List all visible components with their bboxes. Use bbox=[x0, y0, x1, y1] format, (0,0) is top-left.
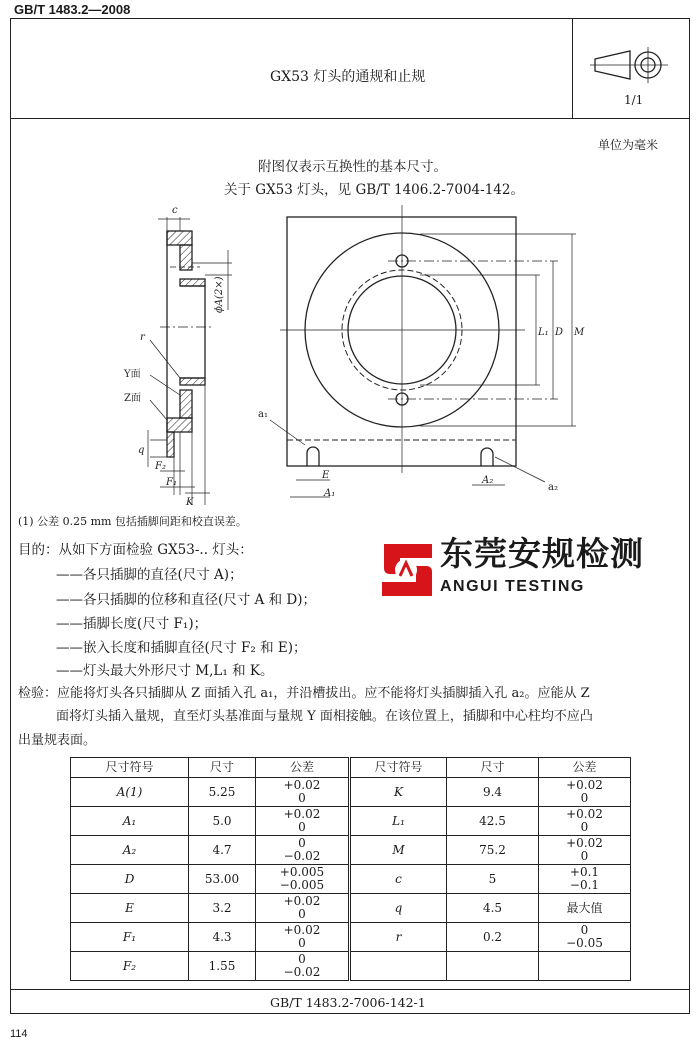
tolerance-cell-text: 0 bbox=[298, 952, 306, 966]
symbol-cell bbox=[350, 778, 447, 807]
size-cell bbox=[189, 865, 256, 894]
tolerance-cell bbox=[539, 807, 631, 836]
table-row bbox=[71, 807, 631, 836]
tolerance-cell bbox=[256, 894, 350, 923]
size-cell-text: 75.2 bbox=[479, 842, 506, 857]
dimension-table bbox=[70, 757, 631, 981]
table-row bbox=[71, 923, 631, 952]
sheet-title: GX53 灯头的通规和止规 bbox=[270, 69, 426, 85]
footnote: (1) 公差 0.25 mm 包括插脚间距和校直误差。 bbox=[18, 515, 247, 528]
projection-symbol-icon bbox=[590, 45, 670, 85]
size-cell-text: 5.25 bbox=[208, 784, 236, 799]
symbol-cell bbox=[350, 836, 447, 865]
symbol-cell-text: E bbox=[125, 900, 134, 915]
label-a1: a₁ bbox=[258, 409, 268, 420]
tolerance-cell bbox=[256, 836, 350, 865]
symbol-cell-text: F₁ bbox=[122, 929, 137, 944]
symbol-cell-text: L₁ bbox=[392, 813, 405, 828]
tolerance-cell-text: −0.05 bbox=[566, 936, 603, 950]
tolerance-cell bbox=[539, 836, 631, 865]
size-cell bbox=[447, 865, 539, 894]
inspection-line: 出量规表面。 bbox=[18, 733, 97, 748]
symbol-cell-text: M bbox=[392, 842, 405, 857]
size-cell-text: 0.2 bbox=[482, 929, 503, 944]
label-F2: F₂ bbox=[155, 461, 166, 472]
symbol-cell-text: K bbox=[394, 784, 403, 799]
size-cell-text: 4.7 bbox=[212, 842, 232, 857]
tolerance-cell-text: 0 bbox=[580, 791, 589, 805]
tolerance-cell-text: +0.1 bbox=[569, 865, 600, 879]
tolerance-cell-text: 0 bbox=[298, 836, 306, 850]
symbol-cell bbox=[71, 923, 189, 952]
table-row bbox=[71, 778, 631, 807]
symbol-cell bbox=[71, 778, 189, 807]
symbol-cell-text: A₂ bbox=[122, 842, 137, 857]
label-q: q bbox=[138, 445, 145, 456]
tolerance-cell-text: 0 bbox=[298, 936, 306, 950]
tolerance-cell-text: −0.02 bbox=[283, 965, 321, 979]
label-r: r bbox=[140, 332, 145, 343]
tolerance-cell-text: +0.02 bbox=[566, 778, 603, 792]
size-cell bbox=[189, 807, 256, 836]
tolerance-cell bbox=[256, 778, 350, 807]
header-cell: 公差 bbox=[256, 758, 350, 778]
tolerance-cell-text: +0.02 bbox=[283, 807, 321, 821]
symbol-cell-text: A₁ bbox=[122, 813, 137, 828]
label-D: D bbox=[555, 327, 564, 338]
size-cell-text: 5 bbox=[488, 871, 497, 886]
size-cell bbox=[189, 923, 256, 952]
table-row bbox=[71, 865, 631, 894]
size-cell bbox=[447, 923, 539, 952]
tolerance-cell-text: −0.1 bbox=[569, 878, 600, 892]
plan-view bbox=[270, 205, 576, 497]
symbol-cell bbox=[350, 923, 447, 952]
symbol-cell bbox=[350, 865, 447, 894]
symbol-cell bbox=[350, 952, 447, 981]
purpose-item: ——嵌入长度和插脚直径(尺寸 F₂ 和 E)； bbox=[56, 640, 307, 656]
tolerance-cell-text: 最大值 bbox=[566, 900, 603, 915]
label-y-face: Y面 bbox=[124, 369, 141, 380]
divider bbox=[572, 18, 573, 118]
intro-line-1: 附图仅表示互换性的基本尺寸。 bbox=[258, 159, 447, 175]
table-header-row bbox=[71, 758, 631, 778]
unit-note: 单位为毫米 bbox=[598, 138, 659, 152]
size-cell-text: 1.55 bbox=[208, 958, 236, 973]
purpose-heading: 目的：从如下方面检验 GX53-.. 灯头： bbox=[18, 542, 253, 558]
size-cell-text: 53.00 bbox=[204, 871, 240, 886]
watermark-name-en: ANGUI TESTING bbox=[440, 578, 585, 595]
label-M: M bbox=[574, 327, 585, 338]
size-cell-text: 4.5 bbox=[482, 900, 503, 915]
tolerance-cell-text: +0.02 bbox=[283, 923, 321, 937]
tolerance-cell-text: −0.02 bbox=[283, 849, 321, 863]
angui-logo-icon bbox=[376, 540, 436, 600]
tolerance-cell bbox=[256, 923, 350, 952]
tolerance-cell-text: +0.02 bbox=[566, 836, 603, 850]
tolerance-cell bbox=[539, 865, 631, 894]
symbol-cell-text: A(1) bbox=[116, 784, 143, 799]
tolerance-cell-text: +0.005 bbox=[279, 865, 325, 879]
tolerance-cell-text: +0.02 bbox=[566, 807, 603, 821]
tolerance-cell-text: 0 bbox=[298, 907, 306, 921]
gauge-drawing bbox=[0, 195, 700, 510]
watermark-name-cn: 东莞安规检测 bbox=[440, 535, 644, 572]
tolerance-cell-text: 0 bbox=[580, 820, 589, 834]
standard-number: GB/T 1483.2—2008 bbox=[14, 2, 131, 17]
purpose-item: ——各只插脚的位移和直径(尺寸 A 和 D)； bbox=[56, 592, 316, 608]
header-cell: 尺寸 bbox=[189, 758, 256, 778]
symbol-cell bbox=[71, 894, 189, 923]
tolerance-cell bbox=[539, 952, 631, 981]
intro-line-2: 关于 GX53 灯头，见 GB/T 1406.2-7004-142。 bbox=[224, 182, 524, 198]
inspection-line: 面将灯头插入量规，直至灯头基准面与量规 Y 面相接触。在该位置上，插脚和中心柱均不应凸 bbox=[56, 709, 593, 724]
sheet-number: 1/1 bbox=[624, 93, 644, 107]
tolerance-cell-text: +0.02 bbox=[283, 778, 321, 792]
sheet-code: GB/T 1483.2-7006-142-1 bbox=[270, 995, 426, 1010]
size-cell bbox=[189, 836, 256, 865]
tolerance-cell-text: 0 bbox=[298, 791, 306, 805]
size-cell bbox=[447, 807, 539, 836]
size-cell-text: 3.2 bbox=[212, 900, 232, 915]
tolerance-cell-text: 0 bbox=[580, 923, 589, 937]
page-number: 114 bbox=[10, 1028, 28, 1040]
label-E: E bbox=[322, 470, 330, 481]
symbol-cell-text: D bbox=[124, 871, 135, 886]
label-F1: F₁ bbox=[166, 477, 177, 488]
header-cell: 公差 bbox=[539, 758, 631, 778]
table-row bbox=[71, 836, 631, 865]
tolerance-cell-text: 0 bbox=[298, 820, 306, 834]
tolerance-cell bbox=[539, 778, 631, 807]
header-cell: 尺寸 bbox=[447, 758, 539, 778]
purpose-item: ——插脚长度(尺寸 F₁)； bbox=[56, 616, 208, 632]
size-cell-text: 5.0 bbox=[212, 813, 232, 828]
symbol-cell bbox=[71, 836, 189, 865]
symbol-cell bbox=[71, 807, 189, 836]
size-cell bbox=[447, 778, 539, 807]
header-cell: 尺寸符号 bbox=[71, 758, 189, 778]
size-cell-text: 9.4 bbox=[482, 784, 503, 799]
size-cell-text: 4.3 bbox=[212, 929, 232, 944]
symbol-cell-text: c bbox=[395, 871, 402, 886]
label-c: c bbox=[172, 205, 178, 216]
symbol-cell bbox=[71, 952, 189, 981]
label-a2: a₂ bbox=[548, 482, 558, 493]
table-row bbox=[71, 952, 631, 981]
symbol-cell-text: F₂ bbox=[122, 958, 137, 973]
size-cell bbox=[189, 952, 256, 981]
footer-divider bbox=[10, 989, 690, 990]
tolerance-cell bbox=[256, 807, 350, 836]
tolerance-cell bbox=[256, 952, 350, 981]
purpose-item: ——灯头最大外形尺寸 M,L₁ 和 K。 bbox=[56, 663, 274, 679]
label-A1: A₁ bbox=[324, 488, 336, 499]
size-cell bbox=[447, 952, 539, 981]
header-cell: 尺寸符号 bbox=[350, 758, 447, 778]
symbol-cell bbox=[350, 894, 447, 923]
label-L1: L₁ bbox=[538, 327, 549, 338]
size-cell bbox=[189, 894, 256, 923]
size-cell-text: 42.5 bbox=[479, 813, 506, 828]
label-phiA: ϕA(2×) bbox=[214, 276, 225, 313]
tolerance-cell-text: −0.005 bbox=[279, 878, 325, 892]
label-K: K bbox=[186, 497, 194, 508]
table-row bbox=[71, 894, 631, 923]
symbol-cell bbox=[350, 807, 447, 836]
symbol-cell-text: r bbox=[395, 929, 402, 944]
symbol-cell bbox=[71, 865, 189, 894]
tolerance-cell bbox=[539, 923, 631, 952]
size-cell bbox=[447, 836, 539, 865]
label-A2: A₂ bbox=[482, 475, 494, 486]
size-cell bbox=[189, 778, 256, 807]
size-cell bbox=[447, 894, 539, 923]
symbol-cell-text: q bbox=[394, 900, 403, 915]
purpose-item: ——各只插脚的直径(尺寸 A)； bbox=[56, 567, 243, 583]
tolerance-cell-text: 0 bbox=[580, 849, 589, 863]
label-z-face: Z面 bbox=[124, 393, 141, 404]
tolerance-cell bbox=[256, 865, 350, 894]
tolerance-cell-text: +0.02 bbox=[283, 894, 321, 908]
tolerance-cell bbox=[539, 894, 631, 923]
inspection-line: 检验：应能将灯头各只插脚从 Z 面插入孔 a₁，并沿槽拔出。应不能将灯头插脚插入孔 a₂。应能从 Z bbox=[18, 686, 590, 701]
